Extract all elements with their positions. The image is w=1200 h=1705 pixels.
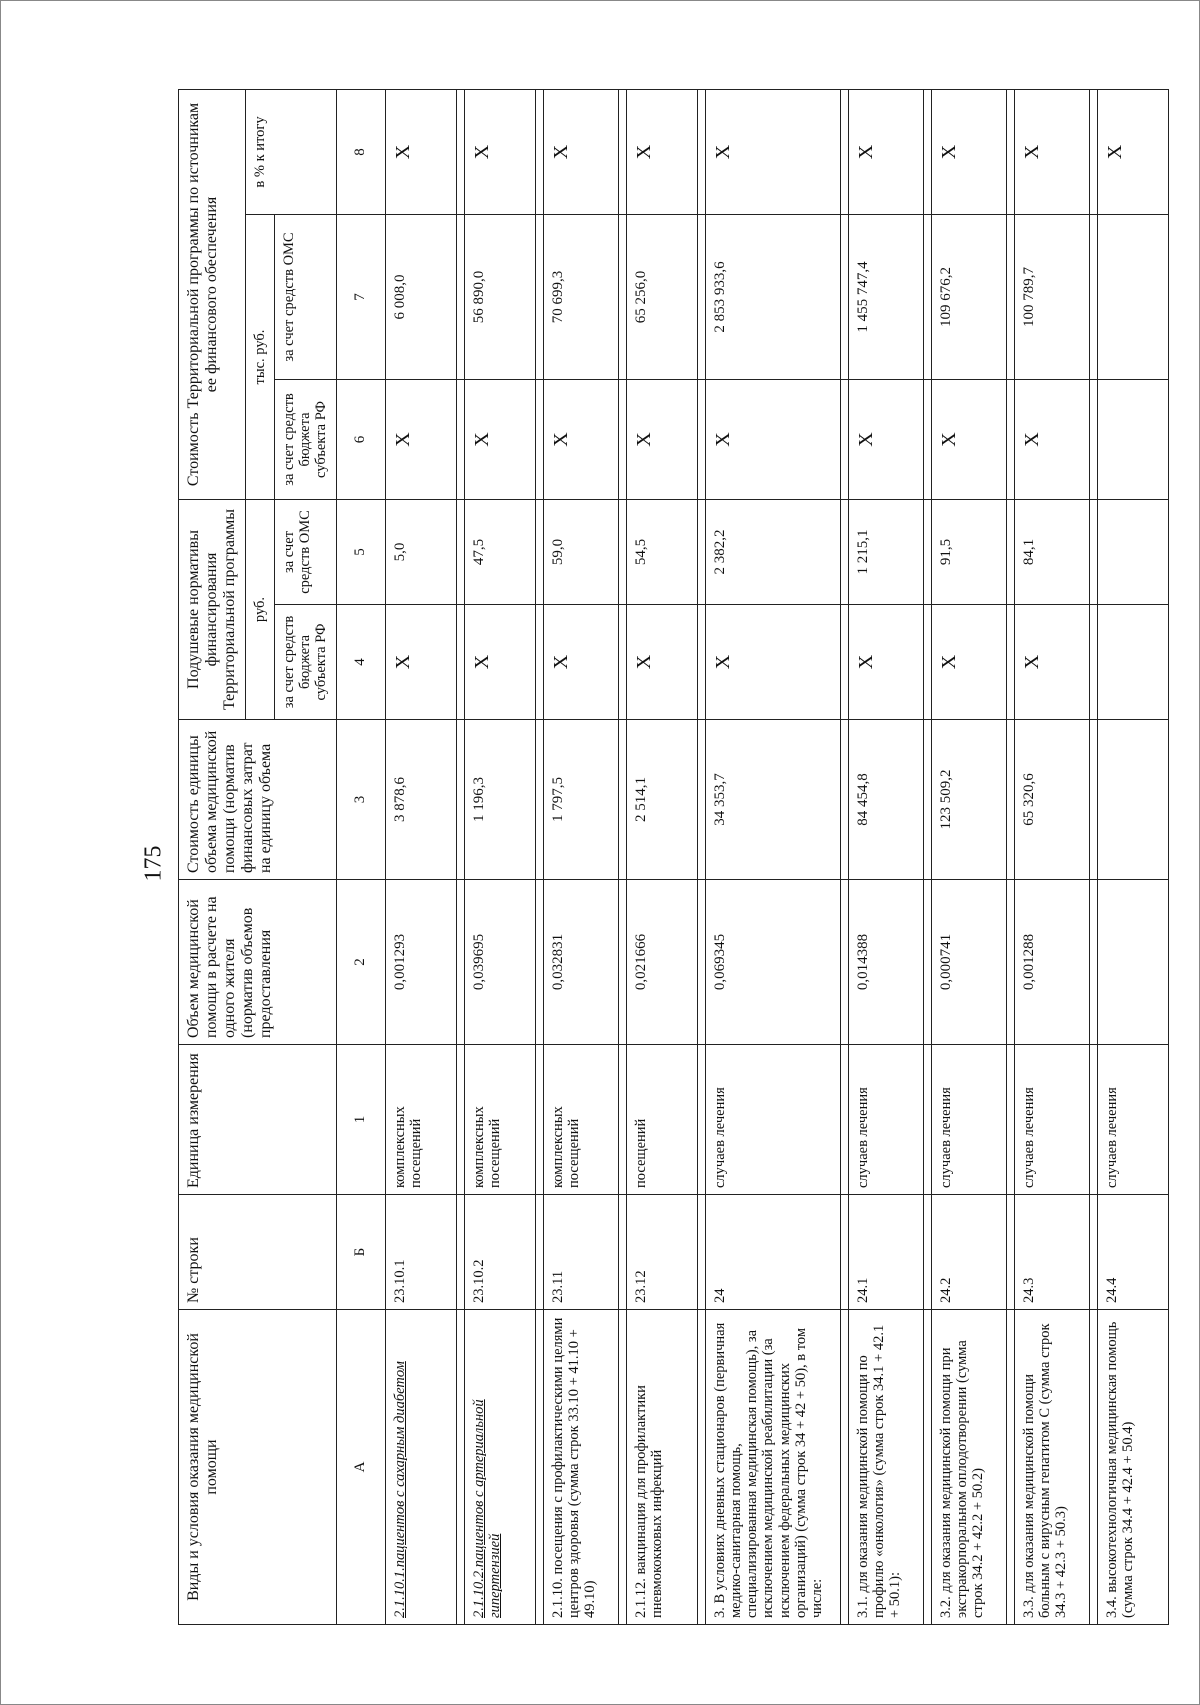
row-percent: X — [848, 89, 923, 214]
header-rub: руб. — [245, 500, 274, 720]
row-name: 3.3. для оказания медицинской помощи больным с вирусным гепатитом С (сумма строк 34.3 + 42.3 + 50.3) — [1014, 1310, 1089, 1625]
row-cost-oms: 1 455 747,4 — [848, 215, 923, 380]
row-norm-oms: 84,1 — [1014, 500, 1089, 605]
header-per-capita-norms: Подушевые нормативы финансирования Территориальной программы — [179, 500, 246, 720]
table-row — [626, 89, 697, 1624]
rotated-table — [178, 90, 1136, 1625]
index-cell: 1 — [336, 1045, 385, 1195]
header-thousand-rub: тыс. руб. — [245, 215, 274, 500]
row-norm-budget: X — [626, 605, 697, 720]
row-name: 3.2. для оказания медицинской помощи при экстракорпоральном оплодотворении (сумма строк 34.2 + 42.2 + 50.2) — [931, 1310, 1006, 1625]
row-name: 3.4. высокотехнологичная медицинская помощь (сумма строк 34.4 + 42.4 + 50.4) — [1097, 1310, 1168, 1625]
row-volume: 0,001288 — [1014, 880, 1089, 1045]
table-row — [385, 89, 456, 1624]
row-percent: X — [385, 89, 456, 214]
row-unit-cost: 84 454,8 — [848, 720, 923, 880]
row-line-no: 24.2 — [931, 1195, 1006, 1310]
row-unit-cost: 3 878,6 — [385, 720, 456, 880]
index-cell: 7 — [336, 215, 385, 380]
index-cell: А — [336, 1310, 385, 1625]
index-cell: 5 — [336, 500, 385, 605]
row-name: 2.1.10. посещения с профилактическими целями центров здоровья (сумма строк 33.10 + 41.10 + 49.10) — [543, 1310, 618, 1625]
row-percent: X — [626, 89, 697, 214]
row-volume: 0,069345 — [705, 880, 840, 1045]
row-volume — [1097, 880, 1168, 1045]
row-unit: случаев лечения — [931, 1045, 1006, 1195]
row-cost-oms: 100 789,7 — [1014, 215, 1089, 380]
row-separator — [618, 89, 626, 1624]
row-cost-budget: X — [1014, 380, 1089, 500]
row-norm-budget — [1097, 605, 1168, 720]
header-percent-total: в % к итогу — [245, 89, 336, 214]
row-norm-oms — [1097, 500, 1168, 605]
row-unit-cost: 65 320,6 — [1014, 720, 1089, 880]
row-norm-oms: 91,5 — [931, 500, 1006, 605]
row-norm-oms: 47,5 — [464, 500, 535, 605]
header-norm-oms: за счет средств ОМС — [274, 500, 336, 605]
column-index-row — [336, 89, 385, 1624]
row-unit: случаев лечения — [848, 1045, 923, 1195]
financing-table — [178, 89, 1169, 1625]
row-norm-oms: 1 215,1 — [848, 500, 923, 605]
row-percent: X — [543, 89, 618, 214]
header-program-cost: Стоимость Территориальной программы по источникам ее финансового обеспечения — [179, 89, 246, 499]
row-cost-oms: 56 890,0 — [464, 215, 535, 380]
row-unit: случаев лечения — [1097, 1045, 1168, 1195]
index-cell: 2 — [336, 880, 385, 1045]
row-unit-cost — [1097, 720, 1168, 880]
row-name: 2.1.10.1.пациентов с сахарным диабетом — [385, 1310, 456, 1625]
row-unit: случаев лечения — [705, 1045, 840, 1195]
row-unit: комплексных посещений — [543, 1045, 618, 1195]
table-row — [464, 89, 535, 1624]
index-cell: 8 — [336, 89, 385, 214]
row-cost-budget: X — [848, 380, 923, 500]
header-unit-cost: Стоимость единицы объема медицинской помощи (норматив финансовых затрат на единицу объема — [179, 720, 337, 880]
index-cell: 3 — [336, 720, 385, 880]
row-separator — [535, 89, 543, 1624]
table-row — [543, 89, 618, 1624]
row-norm-oms: 59,0 — [543, 500, 618, 605]
row-line-no: 24 — [705, 1195, 840, 1310]
row-line-no: 24.4 — [1097, 1195, 1168, 1310]
row-line-no: 23.10.2 — [464, 1195, 535, 1310]
row-cost-oms: 109 676,2 — [931, 215, 1006, 380]
row-line-no: 24.1 — [848, 1195, 923, 1310]
row-volume: 0,039695 — [464, 880, 535, 1045]
row-cost-oms: 65 256,0 — [626, 215, 697, 380]
row-volume: 0,001293 — [385, 880, 456, 1045]
table-row — [705, 89, 840, 1624]
row-line-no: 24.3 — [1014, 1195, 1089, 1310]
index-cell: 4 — [336, 605, 385, 720]
row-cost-budget: X — [543, 380, 618, 500]
row-norm-oms: 2 382,2 — [705, 500, 840, 605]
row-norm-budget: X — [1014, 605, 1089, 720]
row-unit: посещений — [626, 1045, 697, 1195]
row-name: 2.1.12. вакцинация для профилактики пневмококковых инфекций — [626, 1310, 697, 1625]
row-unit-cost: 2 514,1 — [626, 720, 697, 880]
row-line-no: 23.11 — [543, 1195, 618, 1310]
row-unit: случаев лечения — [1014, 1045, 1089, 1195]
row-norm-budget: X — [705, 605, 840, 720]
page-number: 175 — [140, 845, 167, 882]
row-norm-budget: X — [385, 605, 456, 720]
row-name: 3.1. для оказания медицинской помощи по профилю «онкология» (сумма строк 34.1 + 42.1 + 50.1): — [848, 1310, 923, 1625]
row-norm-budget: X — [848, 605, 923, 720]
row-norm-budget: X — [543, 605, 618, 720]
row-percent: X — [705, 89, 840, 214]
row-volume: 0,014388 — [848, 880, 923, 1045]
header-norm-budget: за счет средств бюджета субъекта РФ — [274, 605, 336, 720]
header-cost-oms: за счет средств ОМС — [274, 215, 336, 380]
row-cost-budget: X — [464, 380, 535, 500]
row-separator — [1006, 89, 1014, 1624]
row-separator — [1089, 89, 1097, 1624]
row-separator — [923, 89, 931, 1624]
header-cost-budget: за счет средств бюджета субъекта РФ — [274, 380, 336, 500]
row-line-no: 23.10.1 — [385, 1195, 456, 1310]
row-cost-budget — [1097, 380, 1168, 500]
row-unit-cost: 1 797,5 — [543, 720, 618, 880]
row-cost-budget: X — [385, 380, 456, 500]
row-unit-cost: 1 196,3 — [464, 720, 535, 880]
row-cost-budget: X — [705, 380, 840, 500]
row-separator — [840, 89, 848, 1624]
row-name: 3. В условиях дневных стационаров (первичная медико-санитарная помощь, специализированная медицинская помощь), за исключением медицинской реабилитации (за исключением федеральных медицинских организаций) (сумма строк 34 + 42 + 50), в том числе: — [705, 1310, 840, 1625]
row-volume: 0,032831 — [543, 880, 618, 1045]
table-row — [931, 89, 1006, 1624]
row-norm-oms: 54,5 — [626, 500, 697, 605]
row-cost-oms — [1097, 215, 1168, 380]
header-volume: Объем медицинской помощи в расчете на одного жителя (норматив объемов предоставления — [179, 880, 337, 1045]
row-percent: X — [1097, 89, 1168, 214]
row-volume: 0,000741 — [931, 880, 1006, 1045]
row-volume: 0,021666 — [626, 880, 697, 1045]
row-norm-budget: X — [931, 605, 1006, 720]
row-norm-budget: X — [464, 605, 535, 720]
header-unit: Единица измерения — [179, 1045, 337, 1195]
table-row — [1014, 89, 1089, 1624]
row-cost-oms: 6 008,0 — [385, 215, 456, 380]
row-cost-budget: X — [931, 380, 1006, 500]
row-separator — [456, 89, 464, 1624]
row-cost-budget: X — [626, 380, 697, 500]
index-cell: 6 — [336, 380, 385, 500]
row-unit-cost: 123 509,2 — [931, 720, 1006, 880]
table-row — [848, 89, 923, 1624]
row-line-no: 23.12 — [626, 1195, 697, 1310]
rotated-table-frame — [178, 90, 1136, 1625]
row-norm-oms: 5,0 — [385, 500, 456, 605]
header-line-no: № строки — [179, 1195, 337, 1310]
row-unit-cost: 34 353,7 — [705, 720, 840, 880]
row-unit: комплексных посещений — [385, 1045, 456, 1195]
row-cost-oms: 70 699,3 — [543, 215, 618, 380]
row-name: 2.1.10.2.пациентов с артериальной гипертензией — [464, 1310, 535, 1625]
row-unit: комплексных посещений — [464, 1045, 535, 1195]
row-percent: X — [464, 89, 535, 214]
row-percent: X — [931, 89, 1006, 214]
header-kinds: Виды и условия оказания медицинской помощи — [179, 1310, 337, 1625]
row-cost-oms: 2 853 933,6 — [705, 215, 840, 380]
row-separator — [697, 89, 705, 1624]
row-percent: X — [1014, 89, 1089, 214]
table-row — [1097, 89, 1168, 1624]
index-cell: Б — [336, 1195, 385, 1310]
